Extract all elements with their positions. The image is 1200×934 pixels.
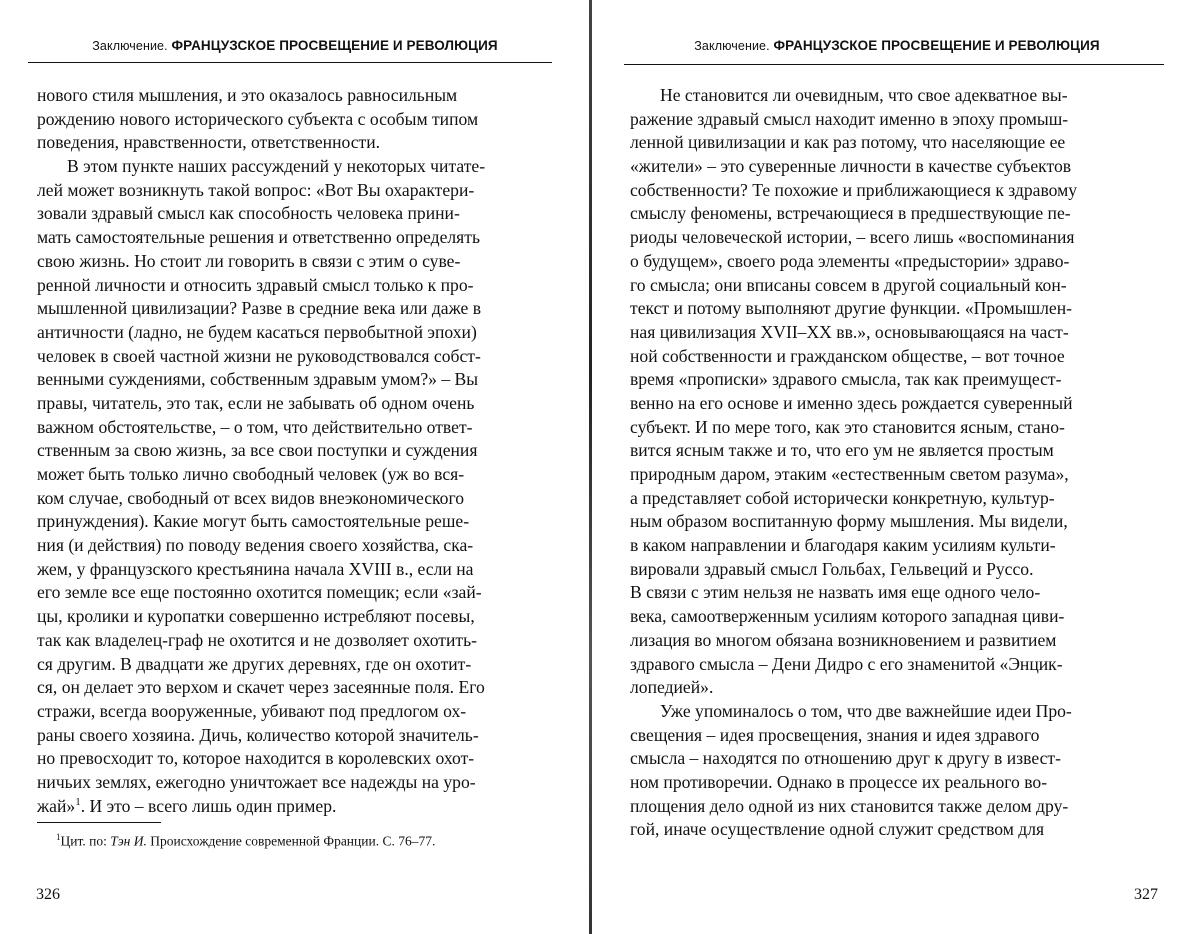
text-line: ном противоречии. Однако в процессе их реального во-	[630, 771, 1048, 792]
text-line: венными суждениями, собственным здравым умом?» – Вы	[37, 369, 479, 390]
text-line: ной собственности и гражданском обществе, – вот точное	[630, 345, 1065, 366]
text-line: смысла – находятся по отношению друг к другу в извест-	[630, 748, 1061, 769]
text-line: ственным за свою жизнь, за все свои поступки и суждения	[37, 440, 478, 461]
text-line: ным образом воспитанную форму мышления. Мы видели,	[630, 511, 1068, 532]
footnote-reference[interactable]: 1	[75, 795, 81, 808]
text-line: зовали здравый смысл как способность человека прини-	[37, 203, 460, 224]
text-line: ренной личности и относить здравый смысл только к про-	[37, 274, 474, 295]
text-line: ния (и действия) по поводу ведения своего хозяйства, ска-	[37, 535, 474, 556]
text-line: смыслу феномены, встречающиеся в предшествующие пе-	[630, 203, 1071, 224]
page-number: 326	[36, 886, 60, 903]
footnote-mark: 1	[56, 832, 61, 842]
text-line: нового стиля мышления, и это оказалось равносильным	[37, 85, 458, 105]
text-line: рождению нового исторического субъекта с особым типом	[37, 108, 479, 129]
text-line: его земле все еще постоянно охотится помещик; если «зай-	[37, 582, 482, 603]
text-line: «жители» – это суверенные личности в качестве субъектов	[630, 156, 1072, 177]
text-line: ничьих землях, ежегодно уничтожает все надежды на уро-	[37, 771, 476, 792]
header-section: Заключение.	[694, 39, 770, 53]
text-line: человек в своей частной жизни не руководствовался собст-	[37, 345, 481, 366]
text-line: так как владелец-граф не охотится и не дозволяет охотить-	[37, 629, 477, 650]
footnote-source: Происхождение современной Франции. С. 76–77.	[146, 833, 436, 849]
text-line: поведения, нравственности, ответственности.	[37, 132, 381, 153]
text-line: текст и потому выполняют другие функции. «Промышлен-	[630, 298, 1072, 319]
text-line: в каком направлении и благодаря каким усилиям культи-	[630, 535, 1056, 556]
text-line: природным даром, этаким «естественным светом разума»,	[630, 464, 1069, 484]
header-rule	[28, 62, 552, 63]
book-gutter	[589, 0, 592, 934]
text-line: го смысла; они вписаны совсем в другой социальный кон-	[630, 274, 1067, 295]
header-rule	[624, 64, 1164, 65]
text-fragment: жай»	[37, 795, 76, 816]
header-section: Заключение.	[92, 39, 168, 53]
text-line: ная цивилизация XVII–XX вв.», основывающаяся на част-	[630, 321, 1069, 342]
footnote-rule	[37, 822, 161, 823]
text-line: время «прописки» здравого смысла, так как преимущест-	[630, 369, 1062, 390]
running-header	[0, 38, 590, 56]
text-line: площения дело одной из них становится также делом дру-	[630, 795, 1069, 816]
text-line: может быть только лично свободный человек (уж во вся-	[37, 464, 465, 484]
text-line: стражи, всегда вооруженные, убивают под предлогом ох-	[37, 700, 467, 721]
text-line: ся другим. В двадцати же других деревнях, где он охотит-	[37, 653, 472, 674]
text-line: собственности? Те похожие и приближающиеся к здравому	[630, 179, 1078, 200]
text-line: жем, у французского крестьянина начала XVIII в., если на	[37, 558, 474, 579]
footnote	[56, 832, 435, 850]
text-line: риоды человеческой истории, – всего лишь «воспоминания	[630, 227, 1075, 248]
text-line: свою жизнь. Но стоит ли говорить в связи с этим о суве-	[37, 250, 461, 271]
text-line: свещения – идея просвещения, знания и идея здравого	[630, 724, 1040, 745]
text-line: века, самоотверженным усилиям которого западная циви-	[630, 606, 1065, 627]
text-line: Не становится ли очевидным, что свое адекватное вы-	[660, 85, 1068, 105]
text-line: цы, кролики и куропатки совершенно истребляют посевы,	[37, 606, 475, 627]
text-line: лей может возникнуть такой вопрос: «Вот Вы охарактери-	[37, 179, 475, 200]
text-line: здравого смысла – Дени Дидро с его знаменитой «Энцик-	[630, 653, 1063, 674]
footnote-author: Тэн И.	[110, 833, 147, 849]
body-text	[630, 84, 1166, 842]
text-line: ком случае, свободный от всех видов внеэкономического	[37, 487, 465, 508]
text-line-last	[37, 795, 549, 819]
text-line: лизация во многом обязана возникновением и развитием	[630, 629, 1057, 650]
text-line: В этом пункте наших рассуждений у некоторых читате-	[67, 156, 486, 177]
body-text	[37, 84, 549, 818]
text-line: Уже упоминалось о том, что две важнейшие идеи Про-	[660, 700, 1072, 721]
text-line: а представляет собой исторически конкретную, культур-	[630, 487, 1055, 508]
page-number: 327	[1134, 886, 1158, 903]
footnote-prefix: Цит. по:	[60, 833, 111, 849]
text-line: мать самостоятельные решения и ответственно определять	[37, 227, 480, 248]
text-line: венно на его основе и именно здесь рождается суверенный	[630, 392, 1073, 413]
text-line: ражение здравый смысл находит именно в эпоху промыш-	[630, 108, 1069, 129]
text-line: раны своего хозяина. Дичь, количество которой значитель-	[37, 724, 479, 745]
header-title: ФРАНЦУЗСКОЕ ПРОСВЕЩЕНИЕ И РЕВОЛЮЦИЯ	[171, 38, 498, 53]
right-page	[594, 0, 1200, 934]
text-line: В связи с этим нельзя не назвать имя еще одного чело-	[630, 582, 1041, 603]
text-line: но превосходит то, которое находится в королевских охот-	[37, 748, 475, 769]
text-line: античности (ладно, не будем касаться первобытной эпохи)	[37, 321, 477, 342]
text-line: гой, иначе осуществление одной служит средством для	[630, 819, 1045, 840]
text-fragment: . И это – всего лишь один пример.	[80, 795, 337, 816]
text-line: мышленной цивилизации? Разве в средние века или даже в	[37, 298, 482, 319]
running-header	[594, 38, 1200, 56]
text-line: важном обстоятельстве, – о том, что действительно ответ-	[37, 416, 473, 437]
header-title: ФРАНЦУЗСКОЕ ПРОСВЕЩЕНИЕ И РЕВОЛЮЦИЯ	[773, 38, 1100, 53]
text-line: правы, читатель, это так, если не забывать об одном очень	[37, 392, 475, 413]
text-line: о будущем», своего рода элементы «предыстории» здраво-	[630, 250, 1070, 271]
text-line: ся, он делает это верхом и скачет через засеянные поля. Его	[37, 677, 485, 698]
text-line: принуждения). Какие могут быть самостоятельные реше-	[37, 511, 470, 532]
text-line: субъект. И по мере того, как это становится ясным, стано-	[630, 416, 1065, 437]
left-page	[0, 0, 590, 934]
text-line: вится ясным также и то, что его ум не является простым	[630, 440, 1054, 461]
text-line: ленной цивилизации и как раз потому, что населяющие ее	[630, 132, 1066, 153]
text-line: вировали здравый смысл Гольбах, Гельвеций и Руссо.	[630, 558, 1034, 579]
text-line: лопедией».	[630, 677, 714, 698]
